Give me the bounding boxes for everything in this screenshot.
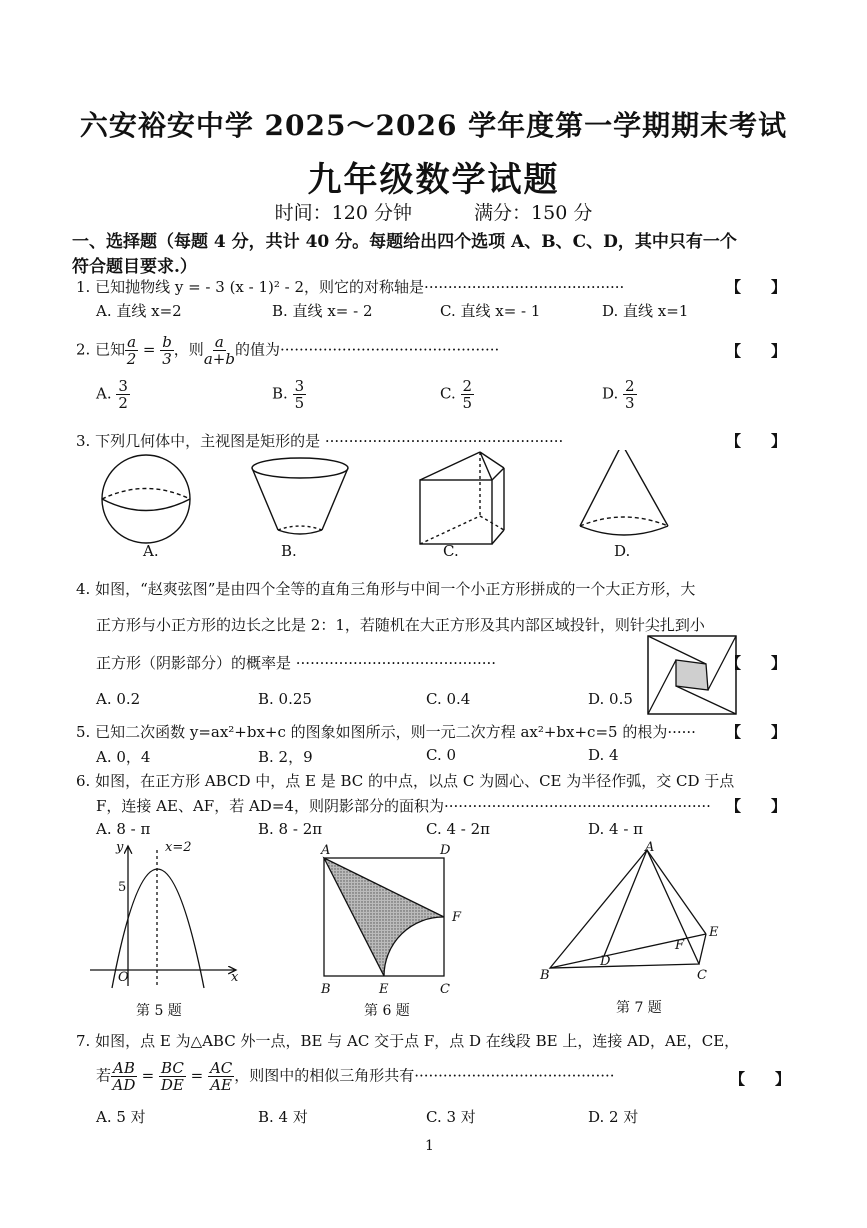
- q3-answer-bracket[interactable]: 【 】: [726, 432, 787, 450]
- q6-line1: 6. 如图，在正方形 ABCD 中，点 E 是 BC 的中点，以点 C 为圆心、CE 为半径作弧，交 CD 于点: [76, 772, 735, 790]
- fig6-label-a: A: [321, 843, 331, 858]
- cone-shape: [580, 450, 622, 526]
- q2-frac-b3: $\frac{b}{3}$: [162, 333, 172, 368]
- exam-info: [0, 198, 867, 225]
- q1-option-b[interactable]: B. 直线 x= - 2: [272, 302, 373, 320]
- q2-option-c[interactable]: C. $\frac{2}{5}$: [440, 377, 473, 412]
- q6-option-a[interactable]: A. 8 - π: [96, 820, 151, 838]
- q3-option-a[interactable]: A.: [143, 542, 159, 560]
- q2-option-a[interactable]: A. $\frac{3}{2}$: [96, 377, 128, 412]
- q3-option-b[interactable]: B.: [281, 542, 297, 560]
- fig7-label-b: B: [540, 968, 550, 983]
- q6-line2: F，连接 AE、AF，若 AD=4，则阴影部分的面积为························································: [96, 797, 711, 815]
- figure-5-parabola: [86, 840, 246, 990]
- q2-frac-target: $\frac{a}{a+b}$: [203, 333, 235, 368]
- q4-line2: 正方形与小正方形的边长之比是 2：1，若随机在大正方形及其内部区域投针，则针尖扎到小: [96, 616, 705, 634]
- q5-option-c[interactable]: C. 0: [426, 746, 457, 764]
- q5-option-b[interactable]: B. 2，9: [258, 748, 313, 766]
- fig7-label-d: D: [600, 954, 611, 969]
- figure-6-square: [316, 850, 451, 980]
- fig6-label-c: C: [440, 982, 450, 997]
- fig6-label-f: F: [452, 910, 462, 925]
- fig6-label-e: E: [379, 982, 389, 997]
- q3-solids-figure: [90, 450, 740, 560]
- prism-shape: [420, 480, 492, 544]
- q2-frac-a2: $\frac{a}{2}$: [126, 333, 137, 368]
- q5-option-a[interactable]: A. 0，4: [96, 748, 151, 766]
- q2-option-d[interactable]: D. $\frac{2}{3}$: [602, 377, 635, 412]
- frustum-shape: [252, 458, 348, 478]
- q2-option-b[interactable]: B. $\frac{3}{5}$: [272, 377, 305, 412]
- q1-stem: 1. 已知抛物线 y = - 3 (x - 1)² - 2，则它的对称轴是··········································: [76, 278, 625, 296]
- q7-line1: 7. 如图，点 E 为△ABC 外一点，BE 与 AC 交于点 F，点 D 在线段 BE 上，连接 AD，AE，CE，: [76, 1032, 740, 1050]
- q3-option-c[interactable]: C.: [443, 542, 459, 560]
- q5-option-d[interactable]: D. 4: [588, 746, 619, 764]
- page-number: 1: [425, 1138, 434, 1154]
- fig7-label-c: C: [697, 968, 707, 983]
- q6-option-c[interactable]: C. 4 - 2π: [426, 820, 491, 838]
- fig7-label-a: A: [645, 840, 655, 855]
- sphere-shape: [102, 455, 190, 543]
- q2-answer-bracket[interactable]: 【 】: [726, 342, 787, 360]
- q1-option-c[interactable]: C. 直线 x= - 1: [440, 302, 541, 320]
- q6-option-b[interactable]: B. 8 - 2π: [258, 820, 323, 838]
- fig5-x-label: x: [231, 970, 239, 985]
- fig7-caption: 第 7 题: [616, 1000, 662, 1016]
- q4-option-a[interactable]: A. 0.2: [96, 690, 141, 708]
- fig5-y-label: y: [116, 840, 124, 855]
- fig7-label-e: E: [709, 925, 719, 940]
- exam-time: 时间：120 分钟: [274, 202, 412, 224]
- q7-option-d[interactable]: D. 2 对: [588, 1108, 639, 1126]
- fig5-five-label: 5: [118, 880, 127, 895]
- q1-option-d[interactable]: D. 直线 x=1: [602, 302, 689, 320]
- fig7-label-f: F: [675, 938, 685, 953]
- q7-option-b[interactable]: B. 4 对: [258, 1108, 308, 1126]
- fig6-caption: 第 6 题: [364, 1003, 410, 1019]
- q2-stem: 2. 已知 $\frac{a}{2}$ = $\frac{b}{3}$ ，则 $\frac{a}{a+b}$ 的值为··············································: [76, 333, 500, 368]
- q4-option-c[interactable]: C. 0.4: [426, 690, 471, 708]
- q4-option-d[interactable]: D. 0.5: [588, 690, 633, 708]
- q4-line1: 4. 如图，“赵爽弦图”是由四个全等的直角三角形与中间一个小正方形拼成的一个大正方形，大: [76, 580, 696, 598]
- q4-answer-bracket[interactable]: 【 】: [726, 654, 787, 672]
- q7-line2: 若 $\frac{AB}{AD}$ = $\frac{BC}{DE}$ = $\frac{AC}{AE}$ ，则图中的相似三角形共有··········································: [96, 1059, 615, 1094]
- q3-stem: 3. 下列几何体中，主视图是矩形的是 ··················································: [76, 432, 564, 450]
- q5-answer-bracket[interactable]: 【 】: [726, 723, 787, 741]
- fig5-origin-label: O: [118, 970, 129, 985]
- q4-line3: 正方形（阴影部分）的概率是 ··········································: [96, 654, 497, 672]
- exam-score: 满分：150 分: [474, 202, 593, 224]
- figure-7-triangle: [536, 844, 716, 974]
- q1-answer-bracket[interactable]: 【 】: [726, 278, 787, 296]
- section-heading-line2: 符合题目要求.）: [72, 257, 197, 277]
- q6-option-d[interactable]: D. 4 - π: [588, 820, 644, 838]
- q3-option-d[interactable]: D.: [614, 542, 631, 560]
- fig5-axis-label: x=2: [165, 840, 192, 855]
- fig6-label-b: B: [321, 982, 331, 997]
- fig6-label-d: D: [440, 843, 451, 858]
- q7-option-c[interactable]: C. 3 对: [426, 1108, 476, 1126]
- fig5-caption: 第 5 题: [136, 1003, 182, 1019]
- q5-stem: 5. 已知二次函数 y=ax²+bx+c 的图象如图所示，则一元二次方程 ax²+bx+c=5 的根为······: [76, 723, 696, 741]
- q7-option-a[interactable]: A. 5 对: [96, 1108, 146, 1126]
- section-heading-line1: 一、选择题（每题 4 分，共计 40 分。每题给出四个选项 A、B、C、D，其中只有一个: [72, 232, 737, 252]
- q4-option-b[interactable]: B. 0.25: [258, 690, 312, 708]
- exam-title: 六安裕安中学 2025～2026 学年度第一学期期末考试: [79, 109, 788, 142]
- q6-answer-bracket[interactable]: 【 】: [726, 797, 787, 815]
- zhao-shuang-diagram: [646, 634, 740, 718]
- exam-subtitle: 九年级数学试题: [307, 160, 560, 200]
- q7-answer-bracket[interactable]: 【 】: [730, 1070, 791, 1088]
- q1-option-a[interactable]: A. 直线 x=2: [96, 302, 182, 320]
